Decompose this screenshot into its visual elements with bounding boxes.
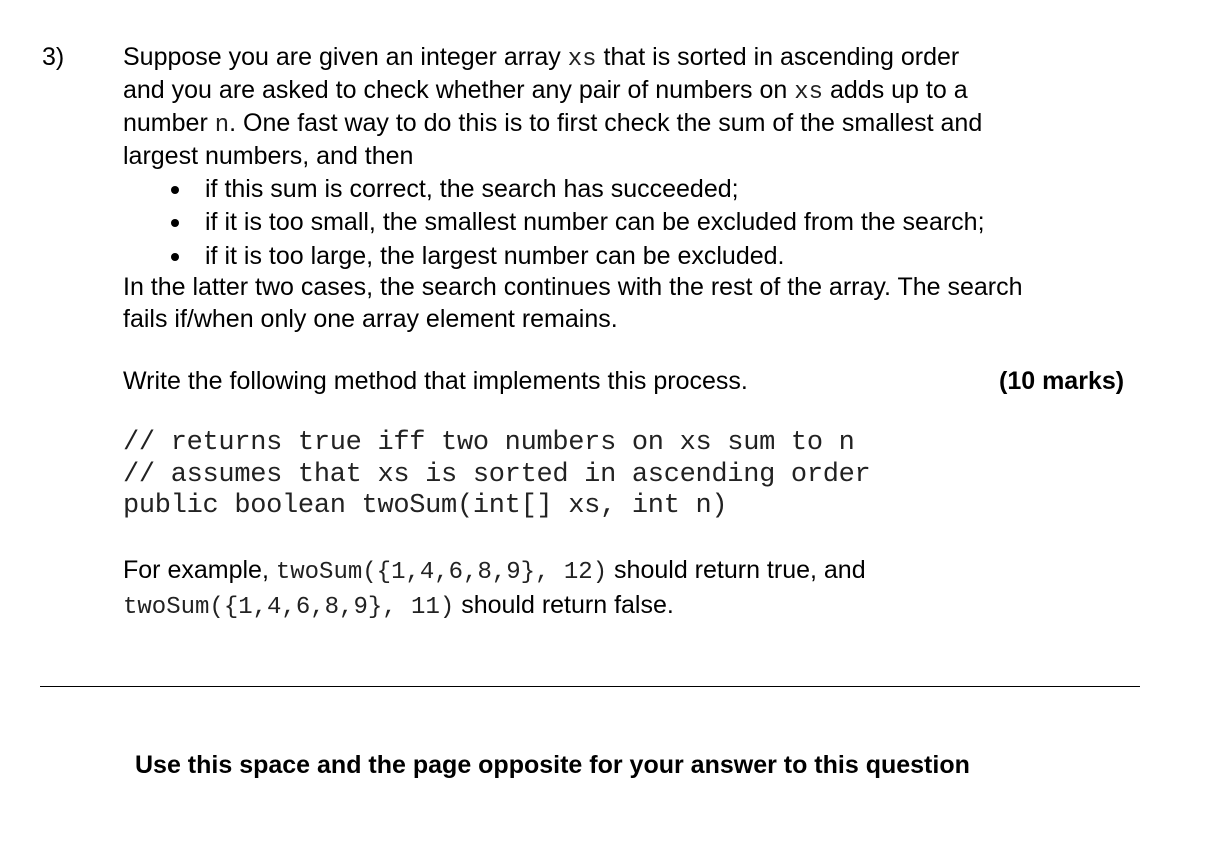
bullet-icon xyxy=(171,186,179,194)
example-line-1: For example, twoSum({1,4,6,8,9}, 12) should return true, and xyxy=(123,556,866,586)
answer-instruction: Use this space and the page opposite for your answer to this question xyxy=(135,751,970,779)
intro-line-2: and you are asked to check whether any pair of numbers on xs adds up to a xyxy=(123,76,968,106)
marks-label: (10 marks) xyxy=(999,367,1125,395)
intro-line-1: Suppose you are given an integer array xs that is sorted in ascending order xyxy=(123,43,960,73)
question-number: 3) xyxy=(42,43,65,71)
continuation-line-1: In the latter two cases, the search continues with the rest of the array. The search xyxy=(123,273,1023,301)
continuation-line-2: fails if/when only one array element remains. xyxy=(123,305,618,333)
task-text: Write the following method that implements this process. xyxy=(123,367,748,395)
code-line: // assumes that xs is sorted in ascending order xyxy=(123,460,871,490)
intro-line-4: largest numbers, and then xyxy=(123,142,414,170)
bullet-item: if this sum is correct, the search has succeeded; xyxy=(205,175,739,203)
code-line: // returns true iff two numbers on xs sum to n xyxy=(123,428,855,458)
example-line-2: twoSum({1,4,6,8,9}, 11) should return false. xyxy=(123,591,674,621)
inline-code: xs xyxy=(794,79,824,106)
inline-code: twoSum({1,4,6,8,9}, 12) xyxy=(275,559,608,586)
bullet-item: if it is too small, the smallest number can be excluded from the search; xyxy=(205,208,985,236)
inline-code: n xyxy=(214,112,230,139)
bullet-item: if it is too large, the largest number can be excluded. xyxy=(205,242,785,270)
bullet-icon xyxy=(171,253,179,261)
intro-line-3: number n. One fast way to do this is to first check the sum of the smallest and xyxy=(123,109,983,139)
bullet-icon xyxy=(171,219,179,227)
code-line: public boolean twoSum(int[] xs, int n) xyxy=(123,491,728,521)
inline-code: twoSum({1,4,6,8,9}, 11) xyxy=(123,594,455,621)
inline-code: xs xyxy=(567,46,597,73)
divider xyxy=(40,686,1140,687)
